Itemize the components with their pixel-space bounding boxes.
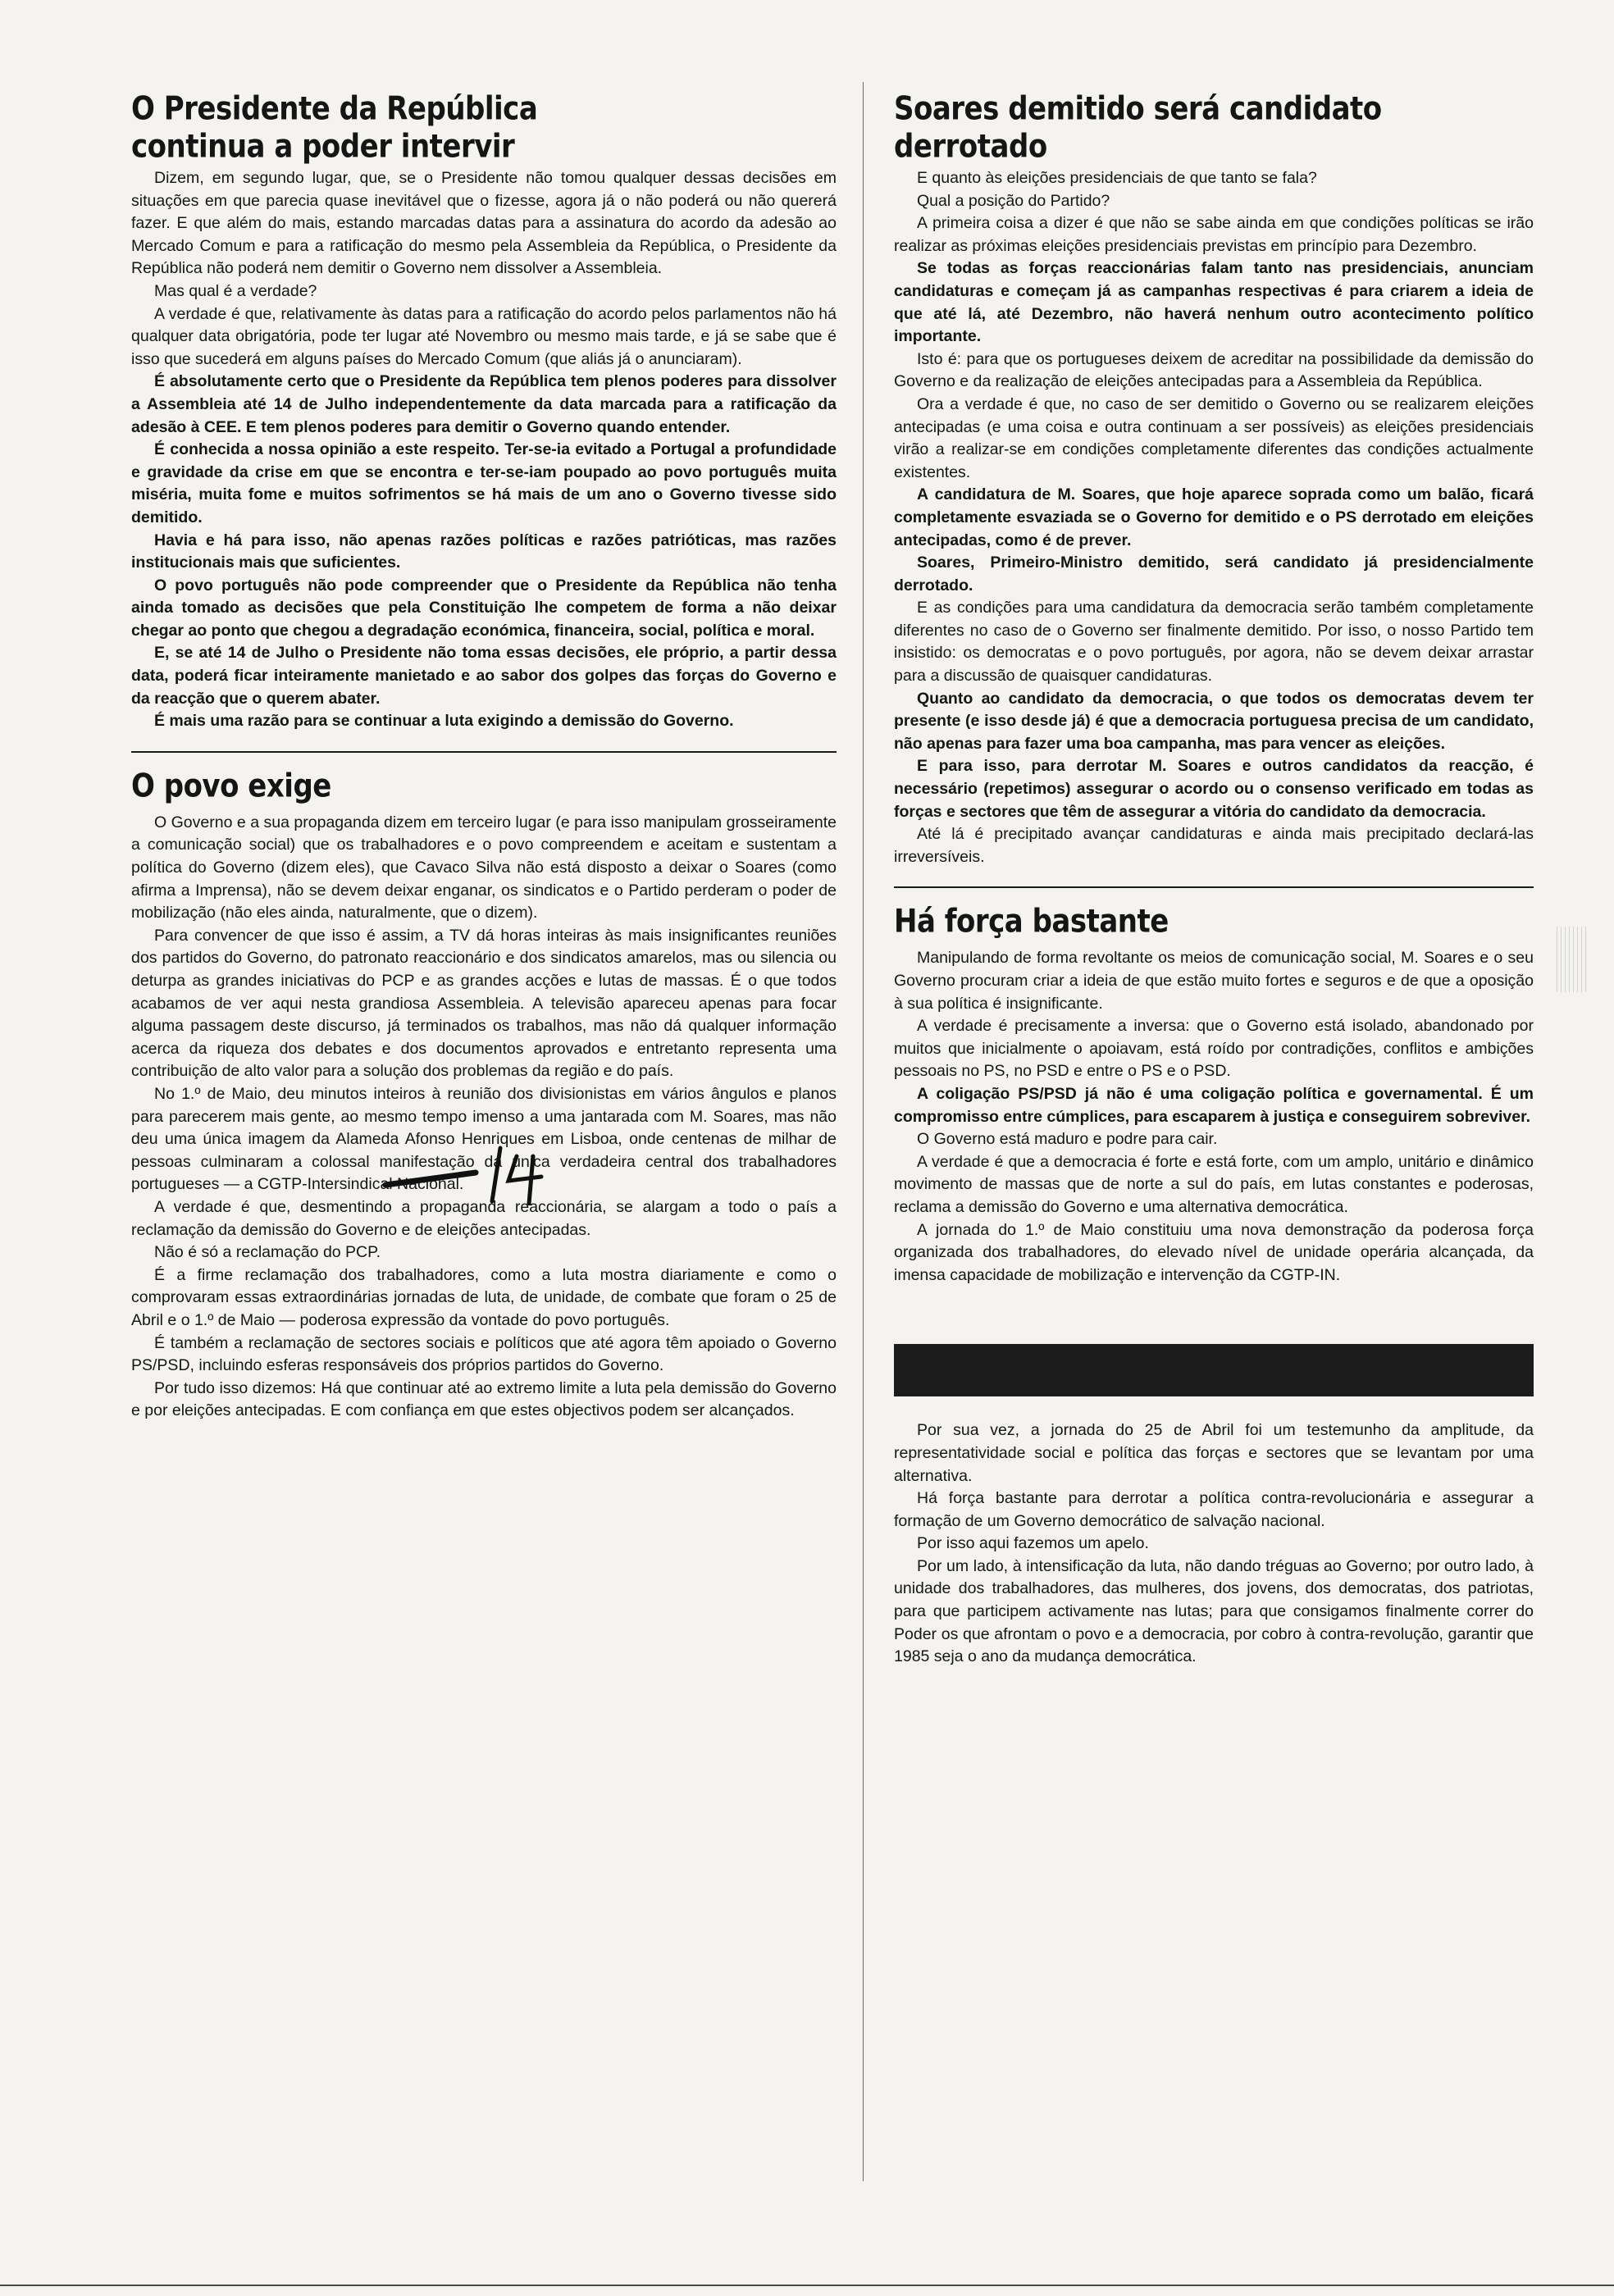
bottom-rule [0,2285,1614,2286]
paragraph: É mais uma razão para se continuar a luta exigindo a demissão do Governo. [154,712,734,731]
paragraph: Até lá é precipitado avançar candidaturas e ainda mais precipitado declará-las irreversíveis. [894,825,1534,866]
paragraph: A coligação PS/PSD já não é uma coligação política e governamental. É um compromisso entre cúmplices, para escaparem à justiça e conseguirem sobreviver. [894,1084,1534,1126]
article-soares-body [894,167,1534,868]
paragraph: Há força bastante para derrotar a política contra-revolucionária e assegurar a formação de um Governo democrático de salvação nacional. [894,1489,1534,1530]
column-divider [863,82,864,2181]
paragraph: A verdade é precisamente a inversa: que o Governo está isolado, abandonado por muitos que inicialmente o apoiavam, está roído por contradições, conflitos e ambições pessoais no PS, no PSD e entre o PS e o PSD. [894,1017,1534,1081]
article-forca-bastante-title: Há força bastante [894,903,1169,941]
article-presidente-body [131,167,837,733]
paragraph: E as condições para uma candidatura da democracia serão também completamente diferentes no caso de o Governo ser finalmente demitido. Por isso, o nosso Partido tem insistido: os democratas e o povo português, por agora, não se devem deixar arrastar para a discussão de quaisquer candidaturas. [894,599,1534,686]
paragraph: E, se até 14 de Julho o Presidente não toma essas decisões, ele próprio, a partir dessa data, poderá ficar inteiramente manietado e ao sabor dos golpes das forças do Governo e da reacção que o querem abater. [131,644,837,708]
left-column [131,90,837,1423]
article-soares-title: Soares demitido será candidato derrotado [894,90,1382,166]
article-presidente [131,90,837,733]
paragraph: Manipulando de forma revoltante os meios de comunicação social, M. Soares e o seu Governo procuram criar a ideia de que estão muito fortes e seguros e de que a oposição à sua política é insignificante. [894,949,1534,1013]
paragraph: Qual a posição do Partido? [917,191,1110,210]
paragraph: A verdade é que, desmentindo a propaganda reaccionária, se alargam a todo o país a reclamação da demissão do Governo e de eleições antecipadas. [131,1197,837,1239]
article-forca-bastante-body [894,947,1534,1287]
paragraph: Mas qual é a verdade? [154,281,317,300]
handwritten-mark [377,1140,558,1205]
paragraph: Soares, Primeiro-Ministro demitido, será candidato já presidencialmente derrotado. [894,554,1534,594]
paragraph: Dizem, em segundo lugar, que, se o Presidente não tomou qualquer dessas decisões em situações em que parecia quase inevitável que o fizesse, agora já o não poderá ou não quererá fazer. E que além do mais, estando marcadas datas para a assinatura do acordo da adesão ao Mercado Comum e para a ratificação do mesmo pela Assembleia da República, o Presidente da República não poderá nem demitir o Governo nem dissolver a Assembleia. [131,169,837,278]
paragraph: No 1.º de Maio, deu minutos inteiros à reunião dos divisionistas em vários ângulos e planos para parecerem mais gente, ao mesmo tempo imenso a uma jantarada com M. Soares, mas não deu uma única imagem da Alameda Afonso Henriques em Lisboa, onde centenas de milhar de pessoas culminaram a colossal manifestação da única verdadeira central dos trabalhadores portugueses — a CGTP-Intersindical Nacional. [131,1084,837,1194]
article-soares [894,90,1534,868]
paragraph: Para convencer de que isso é assim, a TV dá horas inteiras às mais insignificantes reuniões dos partidos do Governo, do patronato reaccionário e dos sindicatos amarelos, mas ou silencia ou deturpa as grandes iniciativas do PCP e as grandes acções e lutas de massas. É o que todos acabamos de ver aqui nesta grandiosa Assembleia. A televisão apareceu apenas para focar alguma passagem deste discurso, já terminados os trabalhos, mas não dá qualquer informação acerca da riqueza dos debates e dos documentos aprovados e entretanto representa uma contribuição de alto valor para a solução dos problemas da região e do país. [131,926,837,1081]
article-forca-bastante [894,903,1534,1668]
right-column [894,90,1534,1669]
paragraph: É também a reclamação de sectores sociais e políticos que até agora têm apoiado o Governo PS/PSD, incluindo esferas responsáveis dos próprios partidos do Governo. [131,1333,837,1375]
paragraph: Isto é: para que os portugueses deixem de acreditar na possibilidade da demissão do Governo e da realização de eleições antecipadas para a Assembleia da República. [894,349,1534,391]
paragraph: O Governo está maduro e podre para cair. [917,1130,1218,1149]
paragraph: E para isso, para derrotar M. Soares e outros candidatos da reacção, é necessário (repetimos) assegurar o acordo ou o consenso verificado em todas as forças e sectores que têm de assegurar a vitória do candidato da democracia. [894,757,1534,821]
section-rule [131,751,837,753]
article-povo-exige [131,768,837,1423]
paragraph: Por tudo isso dizemos: Há que continuar até ao extremo limite a luta pela demissão do Governo e por eleições antecipadas. E com confiança em que estes objectivos podem ser alcançados. [131,1378,837,1420]
paragraph: Se todas as forças reaccionárias falam tanto nas presidenciais, anunciam candidaturas e começam já as campanhas respectivas é para criarem a ideia de que até lá, até Dezembro, não haverá nenhum outro acontecimento político importante. [894,259,1534,346]
paragraph: O Governo e a sua propaganda dizem em terceiro lugar (e para isso manipulam grosseiramente a comunicação social) que os trabalhadores e o povo compreendem e aceitam e sustentam a política do Governo (dizem eles), que Cavaco Silva não está disposto a deixar o Soares (como afirma a Imprensa), não se devem deixar enganar, os sindicatos e o Partido perderam o poder de mobilização (não eles ainda, naturalmente, que o dizem). [131,813,837,922]
section-rule [894,886,1534,888]
article-forca-bastante-continued [894,1419,1534,1669]
article-povo-exige-title: O povo exige [131,767,331,805]
paragraph: Por isso aqui fazemos um apelo. [917,1534,1149,1553]
scan-noise [1557,927,1589,992]
article-presidente-title [131,90,837,166]
paragraph: E quanto às eleições presidenciais de que tanto se fala? [917,169,1317,187]
paragraph: Por um lado, à intensificação da luta, não dando tréguas ao Governo; por outro lado, à unidade dos trabalhadores, das mulheres, dos jovens, dos democratas, dos patriotas, para que participem activamente nas lutas; para que consigamos finalmente correr do Poder os que afrontam o povo e a democracia, por cobro à contra-revolução, garantir que 1985 seja o ano da mudança democrática. [894,1556,1534,1666]
black-redaction-band [894,1344,1534,1396]
title-line-2: continua a poder intervir [131,128,515,166]
title-line-1: O Presidente da República [131,90,538,128]
paragraph: É conhecida a nossa opinião a este respeito. Ter-se-ia evitado a Portugal a profundidade e gravidade da crise em que se encontra e ter-se-iam poupado ao povo português muita miséria, muita fome e muitos sofrimentos se há mais de um ano o Governo tivesse sido demitido. [131,440,837,526]
paragraph: A primeira coisa a dizer é que não se sabe ainda em que condições políticas se irão realizar as próximas eleições presidenciais previstas em princípio para Dezembro. [894,214,1534,255]
paragraph: Havia e há para isso, não apenas razões políticas e razões patrióticas, mas razões institucionais mais que suficientes. [131,531,837,572]
paragraph: A verdade é que, relativamente às datas para a ratificação do acordo pelos parlamentos não há qualquer data obrigatória, pode ter lugar até Novembro ou mesmo mais tarde, e já se sabe que é isso que sucederá em alguns países do Mercado Comum (que aliás já o anunciaram). [131,304,837,368]
paragraph: É absolutamente certo que o Presidente da República tem plenos poderes para dissolver a Assembleia até 14 de Julho independentemente da data marcada para a ratificação da adesão à CEE. E tem plenos poderes para demitir o Governo quando entender. [131,372,837,436]
paragraph: Ora a verdade é que, no caso de ser demitido o Governo ou se realizarem eleições antecipadas (e uma coisa e outra continuam a ser possíveis) as eleições presidenciais virão a realizar-se em condições completamente diferentes das condições actualmente existentes. [894,394,1534,481]
paragraph: Quanto ao candidato da democracia, o que todos os democratas devem ter presente (e isso desde já) é que a democracia portuguesa precisa de um candidato, não apenas para fazer uma boa campanha, mas para vencer as eleições. [894,689,1534,753]
paragraph: É a firme reclamação dos trabalhadores, como a luta mostra diariamente e como o comprovaram essas extraordinárias jornadas de luta, de unidade, de combate que foram o 25 de Abril e o 1.º de Maio — poderosa expressão da vontade do povo português. [131,1265,837,1329]
paragraph: A verdade é que a democracia é forte e está forte, com um amplo, unitário e dinâmico movimento de massas que de norte a sul do país, em lutas constantes e poderosas, reclama a demissão do Governo e uma alternativa democrática. [894,1152,1534,1216]
article-povo-exige-body [131,812,837,1423]
paragraph: Não é só a reclamação do PCP. [154,1243,381,1262]
paragraph: Por sua vez, a jornada do 25 de Abril foi um testemunho da amplitude, da representatividade social e política das forças e sectores que se levantam por uma alternativa. [894,1421,1534,1485]
paragraph: A jornada do 1.º de Maio constituiu uma nova demonstração da poderosa força organizada dos trabalhadores, do elevado nível de unidade operária alcançada, da imensa capacidade de mobilização e intervenção da CGTP-IN. [894,1220,1534,1284]
paragraph: A candidatura de M. Soares, que hoje aparece soprada como um balão, ficará completamente esvaziada se o Governo for demitido e o PS derrotado em eleições antecipadas, como é de prever. [894,485,1534,549]
paragraph: O povo português não pode compreender que o Presidente da República não tenha ainda tomado as decisões que pela Constituição lhe competem de forma a não deixar chegar ao ponto que chegou a degradação económica, financeira, social, política e moral. [131,576,837,640]
